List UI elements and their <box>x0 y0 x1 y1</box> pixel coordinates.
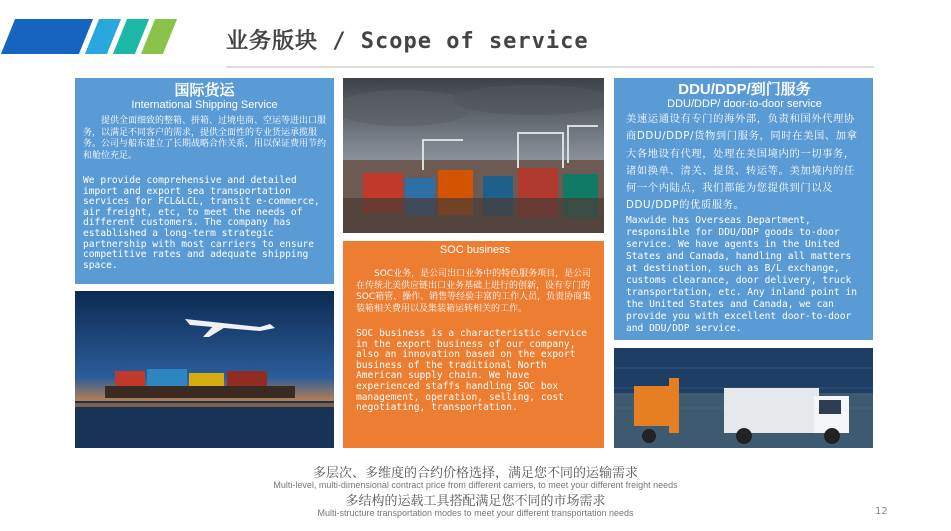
footer-line1-en: Multi-level, multi-dimensional contract price from different carriers, to meet your different freight needs <box>273 480 678 490</box>
soc-business-panel <box>343 241 604 448</box>
container-port-image <box>343 78 604 233</box>
page-title: 业务版块 / Scope of service <box>226 29 589 54</box>
footer-line2-cn: 多结构的运载工具搭配满足您不同的市场需求 <box>345 494 606 509</box>
ddu-ddp-panel <box>614 78 873 340</box>
soc-panel-subtitle: SOC business <box>439 244 511 256</box>
intl-panel-title: 国际货运 <box>174 82 235 99</box>
ddu-panel-en-text: Maxwide has Overseas Department, responsible for DDU/DDP goods to-door service. We have agents in the United States and Canada, handling all matters at destination, such as B/L exchange, customs clearance, door delivery, truck transportation, etc. Any inland point in the United States and Canada, we can provide you with excellent door-to-door and DDU/DDP service. <box>626 214 858 334</box>
header-stripe-blue <box>1 19 93 54</box>
cargo-ship-airplane-image <box>75 291 334 448</box>
intl-panel-en-text: We provide comprehensive and detailed import and export sea transportation services for FCL&LCL, transit e-commerce, air freight, etc, to meet the needs of different customers. The company has established a long-term strategic partnership with most carriers to ensure competitive rates and adequate shipping space. <box>83 175 320 271</box>
ddu-panel-cn-text: 美速运通设有专门的海外部，负责和国外代理协商DDU/DDP/货物到门服务，同时在美国、加拿大各地设有代理，处理在美国境内的一切事务，诸如换单、清关、提货、转运等。美加境内的任何一个内陆点，我们都能为您提供到门以及DDU/DDP的优质服务。 <box>626 113 858 212</box>
title-divider <box>226 66 874 68</box>
intl-shipping-panel <box>75 78 334 284</box>
footer-line2-en: Multi-structure transportation modes to meet your different transportation needs <box>317 508 634 518</box>
page-number: 12 <box>875 506 888 517</box>
footer-line1-cn: 多层次、多维度的合约价格选择，满足您不同的运输需求 <box>312 466 638 481</box>
forklift-truck-image <box>614 348 873 448</box>
intl-panel-cn-text: 提供全面细致的整箱、拼箱、过境电商、空运等进出口服务，以满足不同客户的需求，提供全面性的专业货运承揽服务。公司与船东建立了长期战略合作关系，用以保证费用节约和舱位充足。 <box>83 116 327 161</box>
soc-panel-cn-text: SOC业务，是公司出口业务中的特色服务项目，是公司在传统北美供应链出口业务基础上进行的创新，设有专门的SOC箱管、操作、销售等经验丰富的工作人员，负责协商集装箱相关费用以及集装箱运转相关的工作。 <box>356 269 592 314</box>
ddu-panel-title: DDU/DDP/到门服务 <box>678 81 811 98</box>
ddu-panel-subtitle: DDU/DDP/ door-to-door service <box>667 98 822 110</box>
intl-panel-subtitle: International Shipping Service <box>131 99 278 111</box>
soc-panel-en-text: SOC business is a characteristic service in the export business of our company, also an innovation based on the export business of the traditional North American supply chain. We have experienced staffs handling SOC box management, operation, selling, cost negotiating, transportation. <box>356 328 588 414</box>
